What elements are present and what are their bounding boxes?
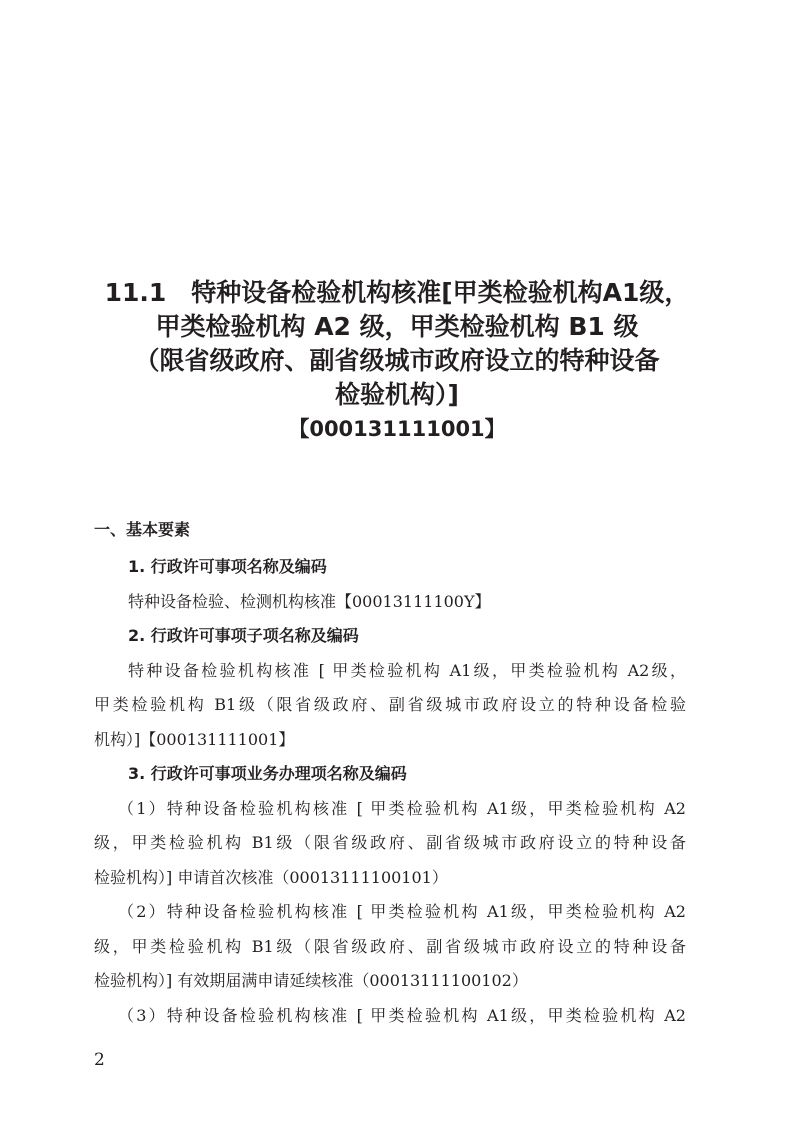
paragraph-line: 检验机构）] 有效期届满申请延续核准（00013111100102） xyxy=(94,971,528,990)
item-heading: 2. 行政许可事项子项名称及编码 xyxy=(128,626,359,645)
paragraph-line: 级，甲类检验机构 B1级（限省级政府、副省级城市政府设立的特种设备 xyxy=(94,833,686,852)
title-line: （限省级政府、副省级城市政府设立的特种设备 xyxy=(134,346,660,375)
paragraph-line: 机构）]【000131111001】 xyxy=(94,729,295,749)
page-number: 2 xyxy=(94,1050,105,1070)
document-body xyxy=(94,550,686,1033)
section-heading: 一、基本要素 xyxy=(94,520,191,539)
paragraph-line: 级，甲类检验机构 B1级（限省级政府、副省级城市政府设立的特种设备 xyxy=(94,936,686,956)
document-title xyxy=(60,276,734,444)
title-code: 【000131111001】 xyxy=(288,417,506,441)
paragraph-line: （2）特种设备检验机构核准 [ 甲类检验机构 A1级，甲类检验机构 A2 xyxy=(118,902,686,921)
paragraph-line: 特种设备检验、检测机构核准【00013111100Y】 xyxy=(128,591,491,611)
item-heading: 1. 行政许可事项名称及编码 xyxy=(128,557,327,576)
item-heading: 3. 行政许可事项业务办理项名称及编码 xyxy=(128,764,407,783)
paragraph-line: （3）特种设备检验机构核准 [ 甲类检验机构 A1级，甲类检验机构 A2 xyxy=(118,1005,686,1025)
paragraph-line: 甲类检验机构 B1级（限省级政府、副省级城市政府设立的特种设备检验 xyxy=(94,695,686,714)
paragraph-line: 特种设备检验机构核准 [ 甲类检验机构 A1级，甲类检验机构 A2级， xyxy=(128,660,686,680)
title-line: 11.1 特种设备检验机构核准[甲类检验机构A1级， xyxy=(104,278,690,307)
paragraph-line: 检验机构）] 申请首次核准（00013111100101） xyxy=(94,867,448,887)
title-line: 甲类检验机构 A2 级，甲类检验机构 B1 级 xyxy=(155,312,639,341)
paragraph-line: （1）特种设备检验机构核准 [ 甲类检验机构 A1级，甲类检验机构 A2 xyxy=(118,798,686,818)
title-line: 检验机构）] xyxy=(335,380,459,409)
